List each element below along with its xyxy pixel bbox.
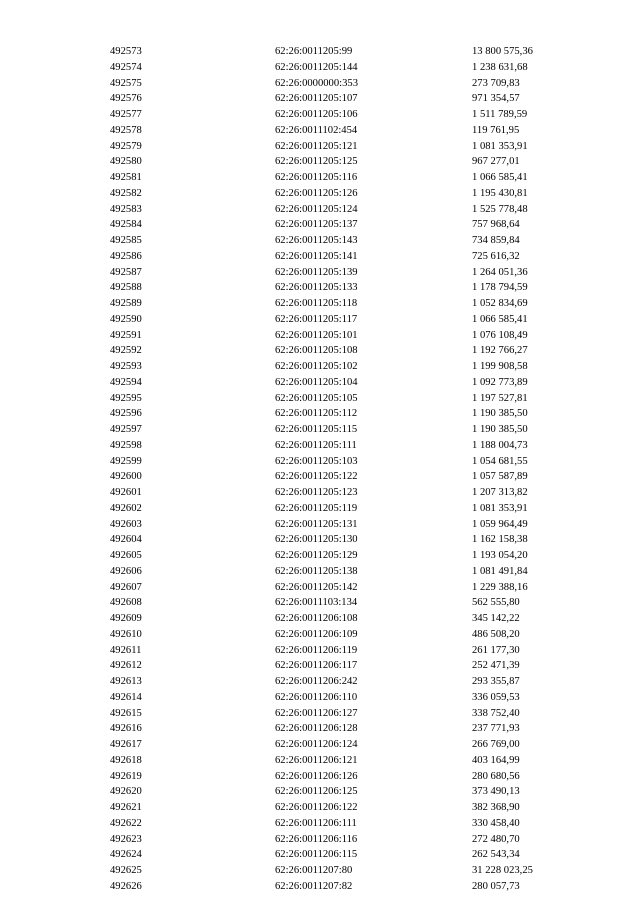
cadastral-value: 1 054 681,55 [472,455,528,467]
table-row [0,784,640,800]
table-row [0,721,640,737]
table-row [0,422,640,438]
cadastral-number: 62:26:0011206:126 [275,770,358,782]
cadastral-value: 237 771,93 [472,723,520,735]
cadastral-value: 1 264 051,36 [472,266,528,278]
row-number: 492620 [110,786,142,798]
row-number: 492625 [110,865,142,876]
cadastral-value: 1 193 054,20 [472,550,528,561]
row-number: 492575 [110,77,142,89]
row-number: 492594 [110,376,142,388]
table-row [0,217,640,233]
row-number: 492588 [110,282,142,294]
cadastral-value: 293 355,87 [472,676,520,687]
table-row [0,517,640,533]
table-row [0,60,640,76]
row-number: 492617 [110,739,142,750]
table-row [0,674,640,690]
cadastral-value: 252 471,39 [472,660,520,672]
cadastral-value: 1 059 964,49 [472,518,528,530]
cadastral-number: 62:26:0011206:242 [275,676,358,687]
table-row [0,139,640,155]
cadastral-value: 382 368,90 [472,802,520,813]
row-number: 492577 [110,109,142,120]
cadastral-number: 62:26:0011206:115 [275,849,358,861]
row-number: 492607 [110,581,142,593]
cadastral-value: 486 508,20 [472,628,520,640]
row-number: 492614 [110,691,142,703]
cadastral-value: 336 059,53 [472,691,520,703]
cadastral-number: 62:26:0011205:144 [275,61,358,73]
table-row [0,454,640,470]
cadastral-number: 62:26:0011206:119 [275,644,358,656]
cadastral-number: 62:26:0011205:111 [275,439,357,451]
cadastral-value: 262 543,34 [472,849,520,861]
cadastral-number: 62:26:0011205:141 [275,250,358,262]
cadastral-value: 13 800 575,36 [472,46,533,57]
row-number: 492613 [110,676,142,687]
cadastral-value: 261 177,30 [472,644,520,656]
cadastral-value: 345 142,22 [472,613,520,624]
row-number: 492611 [110,644,142,656]
cadastral-number: 62:26:0011205:122 [275,471,358,483]
cadastral-value: 1 052 834,69 [472,298,528,309]
cadastral-value: 1 081 491,84 [472,565,528,577]
table-row [0,391,640,407]
cadastral-value: 280 057,73 [472,880,520,892]
table-row [0,406,640,422]
cadastral-value: 1 525 778,48 [472,203,528,215]
table-row [0,769,640,785]
row-number: 492605 [110,550,142,561]
cadastral-number: 62:26:0011205:133 [275,282,358,294]
cadastral-value: 1 199 908,58 [472,361,528,372]
cadastral-number: 62:26:0011205:138 [275,565,358,577]
cadastral-value: 1 066 585,41 [472,172,528,183]
row-number: 492576 [110,93,142,105]
cadastral-number: 62:26:0011206:109 [275,628,358,640]
cadastral-number: 62:26:0011205:125 [275,156,358,168]
table-row [0,328,640,344]
table-row [0,202,640,218]
cadastral-value: 273 709,83 [472,77,520,89]
table-row [0,627,640,643]
table-row [0,469,640,485]
table-row [0,800,640,816]
row-number: 492596 [110,408,142,420]
row-number: 492604 [110,534,142,546]
cadastral-value: 1 066 585,41 [472,313,528,325]
cadastral-value: 725 616,32 [472,250,520,262]
table-row [0,359,640,375]
row-number: 492621 [110,802,142,813]
cadastral-number: 62:26:0011205:121 [275,140,358,152]
table-row [0,863,640,879]
table-row [0,123,640,139]
row-number: 492592 [110,345,142,357]
cadastral-value: 31 228 023,25 [472,865,533,876]
row-number: 492609 [110,613,142,624]
cadastral-number: 62:26:0011206:108 [275,613,358,624]
row-number: 492583 [110,203,142,215]
cadastral-number: 62:26:0011205:124 [275,203,358,215]
row-number: 492618 [110,754,142,766]
cadastral-number: 62:26:0011205:126 [275,187,358,199]
cadastral-value: 1 081 353,91 [472,502,528,514]
cadastral-value: 562 555,80 [472,597,520,609]
row-number: 492593 [110,361,142,372]
cadastral-value: 1 197 527,81 [472,392,528,404]
cadastral-number: 62:26:0011207:82 [275,880,353,892]
cadastral-value: 1 195 430,81 [472,187,528,199]
cadastral-number: 62:26:0011205:137 [275,219,358,231]
cadastral-number: 62:26:0011206:117 [275,660,358,672]
cadastral-number: 62:26:0011205:116 [275,172,358,183]
cadastral-value: 338 752,40 [472,707,520,719]
cadastral-number: 62:26:0011205:129 [275,550,358,561]
table-row [0,186,640,202]
cadastral-value: 1 190 385,50 [472,408,528,420]
cadastral-value: 1 076 108,49 [472,329,528,341]
row-number: 492595 [110,392,142,404]
table-row [0,847,640,863]
cadastral-value: 272 480,70 [472,833,520,845]
cadastral-number: 62:26:0011205:112 [275,408,358,420]
cadastral-number: 62:26:0011205:105 [275,392,358,404]
row-number: 492590 [110,313,142,325]
cadastral-number: 62:26:0011206:121 [275,754,358,766]
cadastral-number: 62:26:0011206:116 [275,833,358,845]
table-row [0,816,640,832]
table-row [0,312,640,328]
table-row [0,76,640,92]
cadastral-value: 1 162 158,38 [472,534,528,546]
cadastral-number: 62:26:0011102:454 [275,124,358,136]
row-number: 492619 [110,770,142,782]
table-row [0,706,640,722]
cadastral-number: 62:26:0011205:119 [275,502,358,514]
row-number: 492601 [110,487,142,498]
table-row [0,879,640,895]
table-row [0,296,640,312]
cadastral-number: 62:26:0011205:107 [275,93,358,105]
table-row [0,564,640,580]
table-row [0,375,640,391]
cadastral-number: 62:26:0011205:139 [275,266,358,278]
row-number: 492581 [110,172,142,183]
table-row [0,548,640,564]
cadastral-number: 62:26:0011205:123 [275,487,358,498]
row-number: 492622 [110,817,142,829]
data-table [0,44,640,895]
cadastral-value: 1 057 587,89 [472,471,528,483]
row-number: 492616 [110,723,142,735]
row-number: 492623 [110,833,142,845]
table-row [0,265,640,281]
table-row [0,249,640,265]
cadastral-number: 62:26:0011205:142 [275,581,358,593]
cadastral-number: 62:26:0011206:124 [275,739,358,750]
cadastral-value: 757 968,64 [472,219,520,231]
cadastral-value: 734 859,84 [472,235,520,246]
row-number: 492603 [110,518,142,530]
row-number: 492578 [110,124,142,136]
cadastral-number: 62:26:0011205:102 [275,361,358,372]
row-number: 492598 [110,439,142,451]
cadastral-number: 62:26:0011205:99 [275,46,353,57]
cadastral-value: 1 190 385,50 [472,424,528,435]
row-number: 492585 [110,235,142,246]
cadastral-value: 1 207 313,82 [472,487,528,498]
cadastral-value: 1 229 388,16 [472,581,528,593]
table-row [0,753,640,769]
row-number: 492610 [110,628,142,640]
table-row [0,107,640,123]
row-number: 492587 [110,266,142,278]
cadastral-number: 62:26:0011103:134 [275,597,358,609]
cadastral-value: 1 188 004,73 [472,439,528,451]
row-number: 492606 [110,565,142,577]
table-row [0,658,640,674]
row-number: 492586 [110,250,142,262]
cadastral-number: 62:26:0000000:353 [275,77,358,89]
cadastral-value: 1 511 789,59 [472,109,528,120]
table-row [0,170,640,186]
table-row [0,595,640,611]
cadastral-value: 971 354,57 [472,93,520,105]
cadastral-number: 62:26:0011205:118 [275,298,358,309]
cadastral-number: 62:26:0011205:106 [275,109,358,120]
table-row [0,737,640,753]
table-row [0,580,640,596]
cadastral-value: 330 458,40 [472,817,520,829]
cadastral-number: 62:26:0011205:117 [275,313,358,325]
table-row [0,280,640,296]
cadastral-value: 266 769,00 [472,739,520,750]
cadastral-number: 62:26:0011205:103 [275,455,358,467]
table-row [0,611,640,627]
row-number: 492582 [110,187,142,199]
row-number: 492579 [110,140,142,152]
row-number: 492602 [110,502,142,514]
cadastral-value: 967 277,01 [472,156,520,168]
row-number: 492584 [110,219,142,231]
table-row [0,690,640,706]
cadastral-number: 62:26:0011206:128 [275,723,358,735]
table-row [0,643,640,659]
table-row [0,485,640,501]
cadastral-number: 62:26:0011205:104 [275,376,358,388]
row-number: 492574 [110,61,142,73]
cadastral-number: 62:26:0011205:131 [275,518,358,530]
row-number: 492573 [110,46,142,57]
cadastral-value: 1 192 766,27 [472,345,528,357]
row-number: 492599 [110,455,142,467]
cadastral-number: 62:26:0011207:80 [275,865,353,876]
cadastral-value: 1 092 773,89 [472,376,528,388]
cadastral-value: 1 081 353,91 [472,140,528,152]
cadastral-number: 62:26:0011206:111 [275,817,357,829]
table-row [0,44,640,60]
table-row [0,832,640,848]
table-row [0,532,640,548]
cadastral-number: 62:26:0011205:130 [275,534,358,546]
cadastral-value: 280 680,56 [472,770,520,782]
cadastral-value: 1 238 631,68 [472,61,528,73]
cadastral-number: 62:26:0011205:108 [275,345,358,357]
cadastral-number: 62:26:0011205:115 [275,424,358,435]
cadastral-value: 119 761,95 [472,124,520,136]
row-number: 492612 [110,660,142,672]
cadastral-number: 62:26:0011206:127 [275,707,358,719]
cadastral-value: 1 178 794,59 [472,282,528,294]
table-row [0,438,640,454]
row-number: 492608 [110,597,142,609]
row-number: 492580 [110,156,142,168]
cadastral-value: 403 164,99 [472,754,520,766]
row-number: 492600 [110,471,142,483]
row-number: 492591 [110,329,142,341]
cadastral-number: 62:26:0011206:125 [275,786,358,798]
table-row [0,154,640,170]
row-number: 492615 [110,707,142,719]
cadastral-number: 62:26:0011206:122 [275,802,358,813]
cadastral-number: 62:26:0011206:110 [275,691,358,703]
table-row [0,501,640,517]
table-row [0,233,640,249]
cadastral-value: 373 490,13 [472,786,520,798]
row-number: 492624 [110,849,142,861]
cadastral-number: 62:26:0011205:143 [275,235,358,246]
row-number: 492589 [110,298,142,309]
table-row [0,91,640,107]
row-number: 492626 [110,880,142,892]
cadastral-number: 62:26:0011205:101 [275,329,358,341]
row-number: 492597 [110,424,142,435]
table-row [0,343,640,359]
